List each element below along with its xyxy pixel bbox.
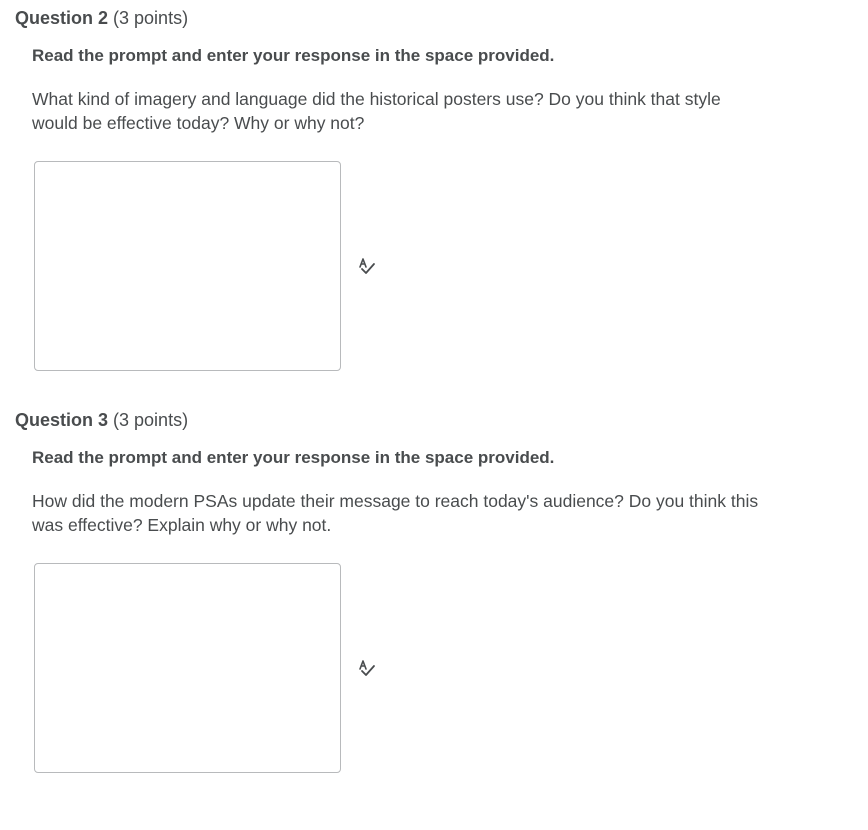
response-textarea[interactable] bbox=[34, 161, 341, 371]
spellcheck-icon[interactable] bbox=[357, 658, 377, 678]
question-header bbox=[15, 7, 188, 29]
question-title: Question 2 bbox=[15, 8, 109, 28]
response-textarea[interactable] bbox=[34, 563, 341, 773]
question-instruction: Read the prompt and enter your response in the space provided. bbox=[32, 448, 555, 467]
question-title: Question 3 bbox=[15, 410, 109, 430]
question-points: (3 points) bbox=[113, 8, 189, 28]
question-points: (3 points) bbox=[113, 410, 189, 430]
question-prompt: How did the modern PSAs update their message to reach today's audience? Do you think this was effective? Explain why or why not. bbox=[32, 491, 759, 535]
question-prompt: What kind of imagery and language did the historical posters use? Do you think that style would be effective today? Why or why not? bbox=[32, 89, 721, 133]
spellcheck-icon[interactable] bbox=[357, 256, 377, 276]
question-header bbox=[15, 409, 188, 431]
question-instruction: Read the prompt and enter your response in the space provided. bbox=[32, 46, 555, 65]
